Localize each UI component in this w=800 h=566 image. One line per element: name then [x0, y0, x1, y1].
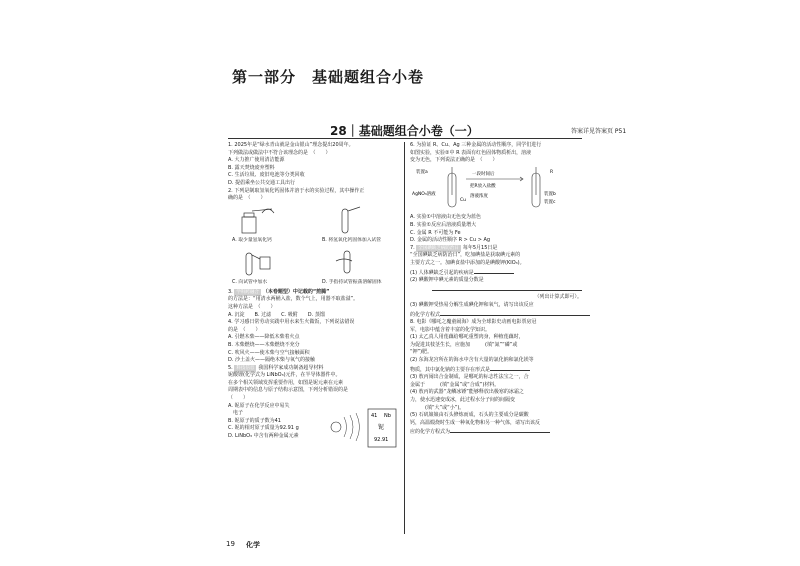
q3-options: A. 沉淀 B. 过滤 C. 吸附 D. 蒸馏: [228, 311, 325, 318]
q3-line: 这种方法是 （ ）: [228, 303, 276, 310]
label-time: 一段时间后: [472, 171, 495, 177]
nucleus-circle: [331, 422, 341, 432]
subject-label: 化学: [246, 541, 260, 549]
answer-blank[interactable]: [474, 268, 514, 274]
q5-line: 周期表中的信息与原子结构示意图，下列分析错误的是: [228, 387, 349, 394]
q1-line: 下列做法或做法中不符合该理念的是 （ ）: [228, 149, 331, 156]
q5-option: A. 铌原子在化学反应中易失: [228, 402, 290, 409]
q7-note: （列出计算式即可）。: [534, 294, 582, 301]
q1-line: 1. 2025年是“绿水青山就是金山银山”理念提出20周年。: [228, 142, 354, 148]
label-put-r: 把R放入盐酸: [470, 183, 496, 189]
question-7: 7. 全国碘缺乏病防治日 每年5月15日是 “全国碘缺乏病防治日”，吃加碘盐是获取碘元素的 主要方式之一。加碘食盐中添加的是碘酸钾(KIO₃)。 (1) 人体碘缺乏引起的疾病是 (2) 碘酸钾中碘元素的质量分数是 （列出计算式即可）。 (3) 碘酸钾受热易分解生成碘化钾和氧气，请写出该反应 的化学方程式: [410, 245, 582, 319]
q7-tag: 全国碘缺乏病防治日: [418, 245, 459, 251]
label-r: R: [550, 169, 554, 175]
q5-line: 铌酸锂(化学式为 LiNbO₃)元件，在半导体器件中。: [228, 372, 341, 379]
q1-option: C. 生活垃圾、废旧电池等分类回收: [228, 172, 305, 179]
q7-stem: 每年5月15日是: [462, 244, 498, 251]
label-cu: Cu: [460, 197, 466, 203]
q8-line: 为促进其枝茎生长，应施加 (填“氮”“磷”或: [410, 341, 518, 348]
q2-caption-d: D. 手指持试管振荡溶解固体: [322, 280, 382, 286]
q5-line: 在多个相关领域发挥重要作用，如图是铌元素在元素: [228, 379, 344, 386]
question-8: [410, 319, 582, 437]
q2-image-row-1: [232, 205, 400, 245]
answer-reference: 答案详见答案页 P51: [571, 128, 627, 135]
q6-line: 6. 为验证 R、Cu、Ag 三种金属的活动性顺序，同学们进行: [410, 142, 542, 148]
q6-option: C. 金属 R 不可能为 Fe: [410, 229, 461, 236]
q2-image-a: [232, 205, 312, 245]
element-name: 铌: [378, 423, 385, 431]
page-number: 19: [226, 540, 235, 548]
q4-line: 4. 学习感日常劳动实践中用水来生火做饭，下列说法错误: [228, 319, 355, 326]
question-2: [228, 188, 400, 287]
spoon-bottle-illustration: [232, 205, 312, 235]
q5-line: （ ）: [228, 395, 249, 402]
q8-line: 金属于 (填“金属”或“合成”)材料。: [410, 381, 500, 388]
q5-stem: 我国科学家成功制备超导材料: [258, 364, 324, 371]
element-symbol: Nb: [384, 412, 391, 419]
header-rule: [228, 138, 582, 139]
q7-sub3: (3) 碘酸钾受热易分解生成碘化钾和氧气，请写出该反应: [410, 301, 534, 308]
question-3: 3. 学科跨融合 （本卷题型）中记载的“煎腾” 的方法是：“用清水两桶入盐，数个气上，用器不取盐溢”。 这种方法是 （ ） A. 沉淀 B. 过滤 C. 吸附 D. 蒸馏: [228, 289, 400, 319]
q3-tag: 学科跨融合: [236, 289, 259, 295]
q2-image-d: [322, 247, 402, 287]
q5-option: B. 铌原子的质子数为41: [228, 417, 281, 424]
q2-image-row-2: [232, 247, 400, 287]
q6-experiment-figure: [410, 165, 582, 211]
q8-line: 应的化学方程式为: [410, 429, 451, 436]
q7-line: “全国碘缺乏病防治日”，吃加碘盐是获取碘元素的: [410, 252, 521, 259]
test-tube-illustration: [322, 205, 402, 235]
q4-option: C. 吹风火——使木柴与空气接触面积: [228, 349, 310, 356]
q2-caption-c: C. 向试管中加水: [232, 280, 268, 286]
q6-option: B. 实验①反应后溶液质量增大: [410, 221, 477, 228]
q8-line: (2) 东海龙宫所在的海水中含有大量的氯化钠和氯化镁等: [410, 357, 534, 364]
q5-option: C. 铌的相对原子质量为92.91 g: [228, 425, 299, 432]
shake-tube-illustration: [322, 247, 402, 277]
q4-option: A. 引燃木柴——降低木柴着火点: [228, 334, 300, 341]
niobium-figure: [324, 405, 400, 449]
q6-option: A. 实验①中溶液由无色变为蓝色: [410, 214, 481, 221]
q8-line: 力，使水迅速变成冰，此过程水分子间的间隔变: [410, 397, 516, 404]
question-1: [228, 142, 400, 188]
label-c: 装置c: [544, 199, 556, 205]
q6-line: 变为无色，下列说法正确的是 （ ）: [410, 157, 498, 164]
q7-sub2: (2) 碘酸钾中碘元素的质量分数是: [410, 277, 484, 284]
q6-option: D. 金属的活动性顺序 R > Cu > Ag: [410, 237, 491, 244]
q4-line: 的是 （ ）: [228, 326, 261, 333]
left-column: [228, 142, 400, 441]
q8-line: 钙，高温煅烧时生成一种氧化物和另一种气体，请写出该反: [410, 419, 541, 426]
q8-line: (5) 石矶娘娘由石头修炼而成，石头的主要成分是碳酸: [410, 412, 529, 419]
q2-caption-b: B. 将氢氧化钙固体加入试管: [322, 238, 382, 244]
column-divider: [404, 142, 405, 534]
q8-line: 8. 电影《哪吒之魔童闹海》成为全球影史动画电影票房冠: [410, 319, 537, 326]
q8-line: (1) 太乙真人用莲藕给哪吒重塑肉身，种植莲藕时，: [410, 334, 524, 341]
q2-image-c: [232, 247, 312, 287]
q1-option: B. 露天焚烧废弃塑料: [228, 164, 275, 171]
q2-line: 确的是 （ ）: [228, 195, 266, 202]
q8-line: 军，电影中蕴含着丰富的化学知识。: [410, 326, 491, 333]
q1-option: D. 提倡乘坐公共交通工具出行: [228, 179, 296, 186]
right-column: [410, 142, 582, 437]
answer-blank[interactable]: [450, 427, 550, 433]
q8-line: 物质，其中氯化钠的主要存在形式是: [410, 366, 491, 373]
q7-line: 主要方式之一。加碘食盐中添加的是碘酸钾(KIO₃)。: [410, 259, 525, 266]
label-concentration: 溶液浓度: [470, 193, 488, 199]
label-agno3: AgNO₃溶液: [412, 191, 436, 197]
q8-line: “钾”)肥。: [410, 349, 433, 356]
q8-line: (4) 敖丙的武器“龙鳞冰锤”能够释放出极寒的冰霜之: [410, 389, 524, 396]
question-4: [228, 319, 400, 365]
q1-option: A. 大力推广使用清洁能源: [228, 157, 285, 164]
q5-tag: 科技信息: [236, 365, 255, 371]
answer-blank[interactable]: [490, 365, 530, 371]
q6-line: 如图实验，实验②中 R 表面有红色固体物质析出，溶液: [410, 149, 532, 156]
label-a: 装置a: [416, 169, 428, 175]
q3-line: 的方法是：“用清水两桶入盐，数个气上，用器不取盐溢”。: [228, 296, 359, 303]
q8-line: (3) 敖丙闹出合金制成，是哪吒的标志性法宝之一，合: [410, 374, 529, 381]
q8-line: (填“大”或“小”)。: [410, 404, 465, 411]
q4-option: D. 沙土盖火——隔绝木柴与氧气的接触: [228, 357, 316, 364]
q3-stem: （本卷题型）中记载的“煎腾”: [262, 288, 330, 295]
q5-option: D. LiNbO₃ 中含有两种金属元素: [228, 433, 299, 440]
q2-line: 2. 下列是制取氢氧化钙固体并溶于水的实验过程，其中操作正: [228, 187, 365, 194]
answer-blank[interactable]: [440, 310, 590, 316]
label-b: 装置b: [544, 191, 556, 197]
q7-sub1: (1) 人体碘缺乏引起的疾病是: [410, 269, 474, 276]
quiz-title: 28｜基础题组合小卷（一）: [330, 124, 479, 138]
atomic-number: 41: [371, 412, 378, 419]
q7-sub3b: 的化学方程式: [410, 311, 441, 318]
question-5: 5. 科技信息 我国科学家成功制备超导材料 铌酸锂(化学式为 LiNbO₃)元件，在半导体器件中。 在多个相关领域发挥重要作用，如图是铌元素在元素 周期表中的信息与原子结构示意图，下列分析错误的是 （ ） A. 铌原子在化学反应中易失 电子 B. 铌原子的质子数为41 C. 铌的相对原子质量为92.91 g D. LiNbO₃ 中含有两种金属元素 41 Nb 铌 92.91: [228, 365, 400, 441]
q2-image-b: [322, 205, 402, 245]
part-title: 第一部分 基础题组合小卷: [232, 68, 425, 86]
pour-water-illustration: [232, 247, 312, 277]
atomic-mass: 92.91: [374, 436, 389, 443]
q5-option: 电子: [228, 410, 244, 417]
answer-blank[interactable]: [432, 285, 582, 291]
q4-option: B. 木柴燃烧——木柴燃烧不充分: [228, 341, 300, 348]
question-6: [410, 142, 582, 245]
q2-caption-a: A. 取少量氢氧化钙: [232, 238, 272, 244]
